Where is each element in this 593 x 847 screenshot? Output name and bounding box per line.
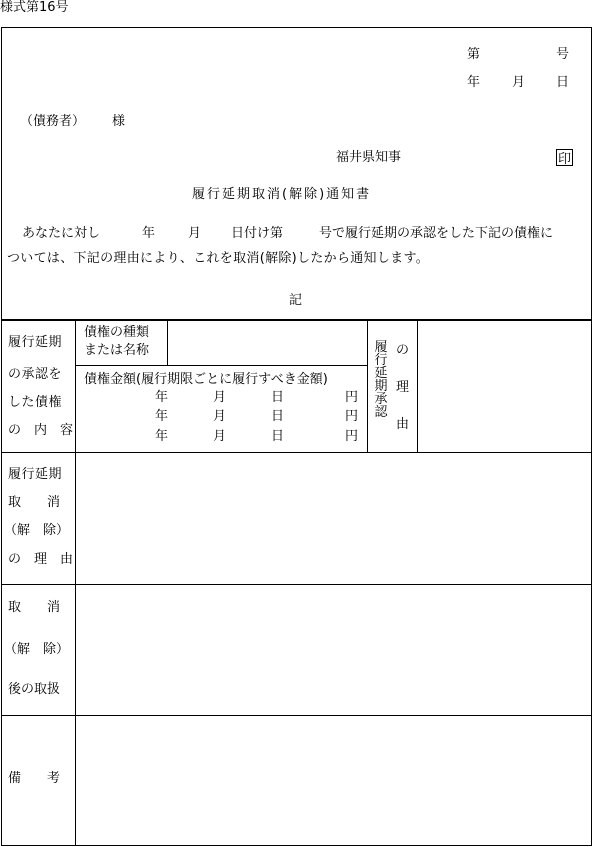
date-year: 年 bbox=[467, 75, 481, 90]
amount-year: 年 bbox=[155, 429, 169, 444]
body-suffix: 号で履行延期の承認をした下記の債権に bbox=[319, 226, 554, 241]
row3-label-line: （解 除） bbox=[4, 642, 70, 657]
vertical-char: 期 bbox=[374, 379, 388, 394]
body-line-2: ついては、下記の理由により、これを取消(解除)したから通知します。 bbox=[7, 251, 430, 266]
doc-number-suffix: 号 bbox=[556, 47, 570, 62]
amount-yen: 円 bbox=[345, 409, 359, 424]
row3-label-line: 取 消 bbox=[8, 600, 61, 615]
vertical-char: 承 bbox=[374, 392, 388, 407]
amount-month: 月 bbox=[213, 409, 227, 424]
kind-label-divider bbox=[167, 320, 168, 365]
amount-yen: 円 bbox=[345, 390, 359, 405]
date-month: 月 bbox=[512, 75, 526, 90]
form-number-label: 様式第16号 bbox=[0, 0, 69, 15]
vertical-char: 延 bbox=[374, 366, 388, 381]
doc-number-prefix: 第 bbox=[467, 47, 481, 62]
row-divider-1 bbox=[1, 452, 592, 453]
approval-reason-vertical-label-2c: 由 bbox=[396, 417, 410, 432]
approval-reason-vertical-label-2a: の bbox=[396, 343, 410, 358]
amount-yen: 円 bbox=[345, 429, 359, 444]
body-prefix: あなたに対し bbox=[22, 226, 101, 241]
debtor-label: （債務者） bbox=[20, 114, 86, 129]
amount-day: 日 bbox=[271, 390, 285, 405]
debt-kind-label: または名称 bbox=[84, 343, 150, 358]
ki-label: 記 bbox=[289, 293, 303, 308]
amount-month: 月 bbox=[213, 390, 227, 405]
seal-mark bbox=[556, 149, 573, 166]
row2-label-line: 取 消 bbox=[8, 495, 61, 510]
body-year: 年 bbox=[142, 226, 156, 241]
row1-label-line: 履行延期 bbox=[8, 335, 63, 350]
row-divider-3 bbox=[1, 715, 592, 716]
amount-year: 年 bbox=[155, 390, 169, 405]
row1-label-line: の 内 容 bbox=[8, 423, 74, 438]
approval-reason-vertical-label-1 bbox=[374, 341, 388, 419]
row2-label-line: （解 除） bbox=[4, 523, 70, 538]
debt-amount-label: 債権金額(履行期限ごとに履行すべき金額) bbox=[84, 372, 328, 387]
reason-column-right-border bbox=[417, 320, 418, 452]
amount-month: 月 bbox=[213, 429, 227, 444]
body-day-part: 日付け第 bbox=[231, 226, 284, 241]
vertical-char: 認 bbox=[374, 405, 388, 420]
form-frame bbox=[1, 27, 592, 846]
date-day: 日 bbox=[556, 75, 570, 90]
row-divider-2 bbox=[1, 584, 592, 585]
row2-label-line: の 理 由 bbox=[8, 552, 74, 567]
debtor-honorific: 様 bbox=[112, 114, 126, 129]
issuer-name: 福井県知事 bbox=[336, 150, 402, 165]
row3-label-line: 後の取扱 bbox=[8, 682, 61, 697]
amount-day: 日 bbox=[271, 429, 285, 444]
vertical-char: 行 bbox=[374, 353, 388, 368]
approval-reason-vertical-label-2b: 理 bbox=[396, 380, 410, 395]
row1-label-line: の承認を bbox=[8, 367, 63, 382]
row2-label-line: 履行延期 bbox=[8, 467, 63, 482]
debt-kind-label: 債権の種類 bbox=[84, 325, 150, 340]
document-title: 履行延期取消(解除)通知書 bbox=[192, 187, 372, 202]
body-month: 月 bbox=[188, 226, 202, 241]
reason-column-left-border bbox=[367, 320, 368, 452]
row1-label-line: した債権 bbox=[8, 395, 63, 410]
seal-text: 印 bbox=[557, 152, 571, 167]
amount-day: 日 bbox=[271, 409, 285, 424]
table-top-border bbox=[1, 319, 592, 321]
vertical-char: 履 bbox=[374, 340, 388, 355]
kind-amount-divider bbox=[75, 365, 367, 366]
remarks-label: 備 考 bbox=[8, 771, 61, 786]
amount-year: 年 bbox=[155, 409, 169, 424]
table-label-column-divider bbox=[75, 320, 76, 845]
